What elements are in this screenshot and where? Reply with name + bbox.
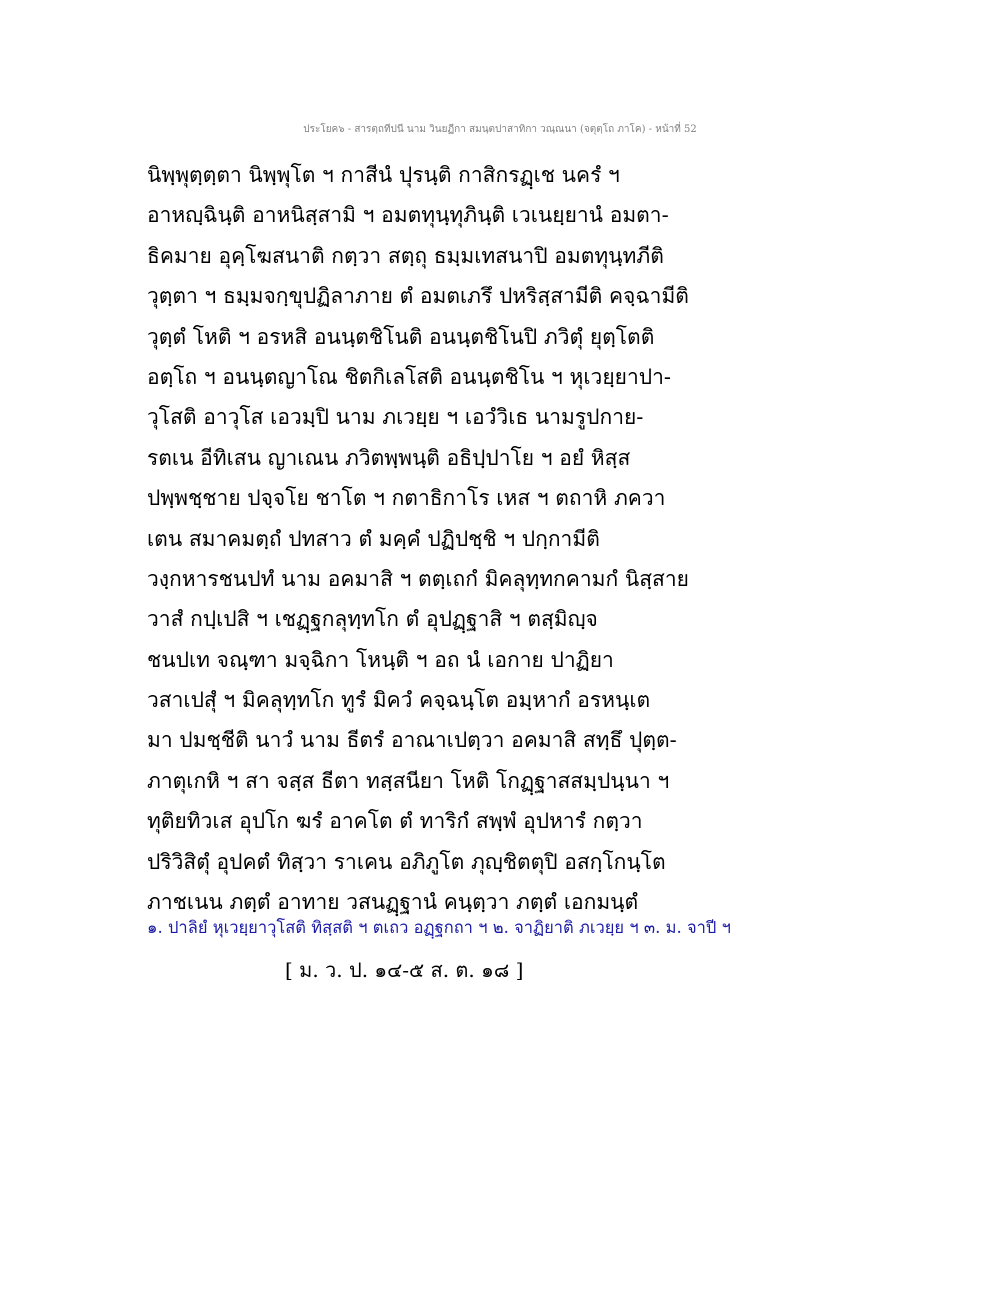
text-line: นิพฺพุตฺตฺตา นิพฺพุโต ฯ กาสีนํ ปุรนฺติ กาสิกรฏฺเช นครํ ฯ — [147, 163, 620, 187]
text-line: วสาเปสุํ ฯ มิคลุทฺทโก ทูรํ มิควํ คจฺฉนฺโต อมฺหากํ อรหนฺเต — [147, 688, 651, 713]
body-text — [147, 160, 847, 927]
text-line: วุตฺตํ โหติ ฯ อรหสิ อนนฺตชิโนติ อนนฺตชิโนปิ ภวิตุํ ยุตฺโตติ — [147, 324, 655, 349]
text-line: ชนปเท จณฺฑา มจฺฉิกา โหนฺติ ฯ อถ นํ เอกาย ปาฏิยา — [147, 647, 614, 672]
text-line: วุตฺตา ฯ ธมฺมจกฺขุปฏิลาภาย ตํ อมตเภรึ ปหริสฺสามีติ คจฺฉามีติ — [147, 284, 689, 309]
text-line: อตฺโถ ฯ อนนฺตญาโณ ชิตกิเลโสติ อนนฺตชิโน ฯ หุเวยฺยาปา- — [147, 364, 671, 389]
text-line: เตน สมาคมตฺถํ ปทสาว ตํ มคฺคํ ปฏิปชฺชิ ฯ ปกฺกามีติ — [147, 526, 600, 551]
text-line: ปพฺพชฺชาย ปจฺจโย ชาโต ฯ กตาธิกาโร เหส ฯ ตถาหิ ภควา — [147, 486, 666, 511]
text-line: ภาชเนน ภตฺตํ อาทาย วสนฏฺฐานํ คนฺตฺวา ภตฺตํ เอกมนฺตํ — [147, 890, 639, 915]
text-line: ธิคมาย อุคฺโฆสนาติ กตฺวา สตฺถุ ธมฺมเทสนาปิ อมตทุนฺทภีติ — [147, 243, 664, 268]
text-line: มา ปมชฺชีติ นาวํ นาม ธีตรํ อาณาเปตฺวา อคมาสิ สทฺธึ ปุตฺต- — [147, 728, 677, 753]
page-header: ประโยค๖ - สารตฺถทีปนี นาม วินยฏีกา สมนฺตปาสาทิกา วณฺณนา (จตุตฺโถ ภาโค) - หน้าที่ 52 — [303, 124, 697, 135]
text-line: ปริวิสิตุํ อุปคตํ ทิสฺวา ราเคน อภิภูโต ภุญฺชิตตุปิ อสกฺโกนฺโต — [147, 849, 666, 874]
text-line: วาสํ กปฺเปสิ ฯ เชฏฺฐกลุทฺทโก ตํ อุปฏฺฐาสิ ฯ ตสฺมิญฺจ — [147, 607, 598, 632]
text-line: รตเน อีทิเสน ญาเณน ภวิตพฺพนฺติ อธิปฺปาโย ฯ อยํ หิสฺส — [147, 445, 631, 470]
text-line: วงฺกหารชนปทํ นาม อคมาสิ ฯ ตตฺเถกํ มิคลุทฺทกคามกํ นิสฺสาย — [147, 566, 689, 591]
text-line: ทุติยทิวเส อุปโก ฆรํ อาคโต ตํ ทาริกํ สพฺพํ อุปหารํ กตฺวา — [147, 809, 643, 834]
text-line: ภาตุเกหิ ฯ สา จสฺส ธีตา ทสฺสนียา โหติ โกฏฺฐาสสมฺปนฺนา ฯ — [147, 768, 670, 793]
source-reference: [ ม. ว. ป. ๑๔-๕ ส. ต. ๑๘ ] — [285, 958, 524, 982]
text-line: อาหญฺฉินฺติ อาหนิสฺสามิ ฯ อมตทุนฺทุภินฺติ เวเนยฺยานํ อมตา- — [147, 203, 669, 228]
text-line: วุโสติ อาวุโส เอวมฺปิ นาม ภเวยฺย ฯ เอวํวิเธ นามรูปกาย- — [147, 405, 644, 430]
footnotes: ๑. ปาลิยํ หุเวยฺยาวุโสติ ทิสฺสติ ฯ ตเถว อฏฺฐกถา ฯ ๒. จาฏิยาติ ภเวยฺย ฯ ๓. ม. จาปี ฯ — [147, 918, 731, 937]
